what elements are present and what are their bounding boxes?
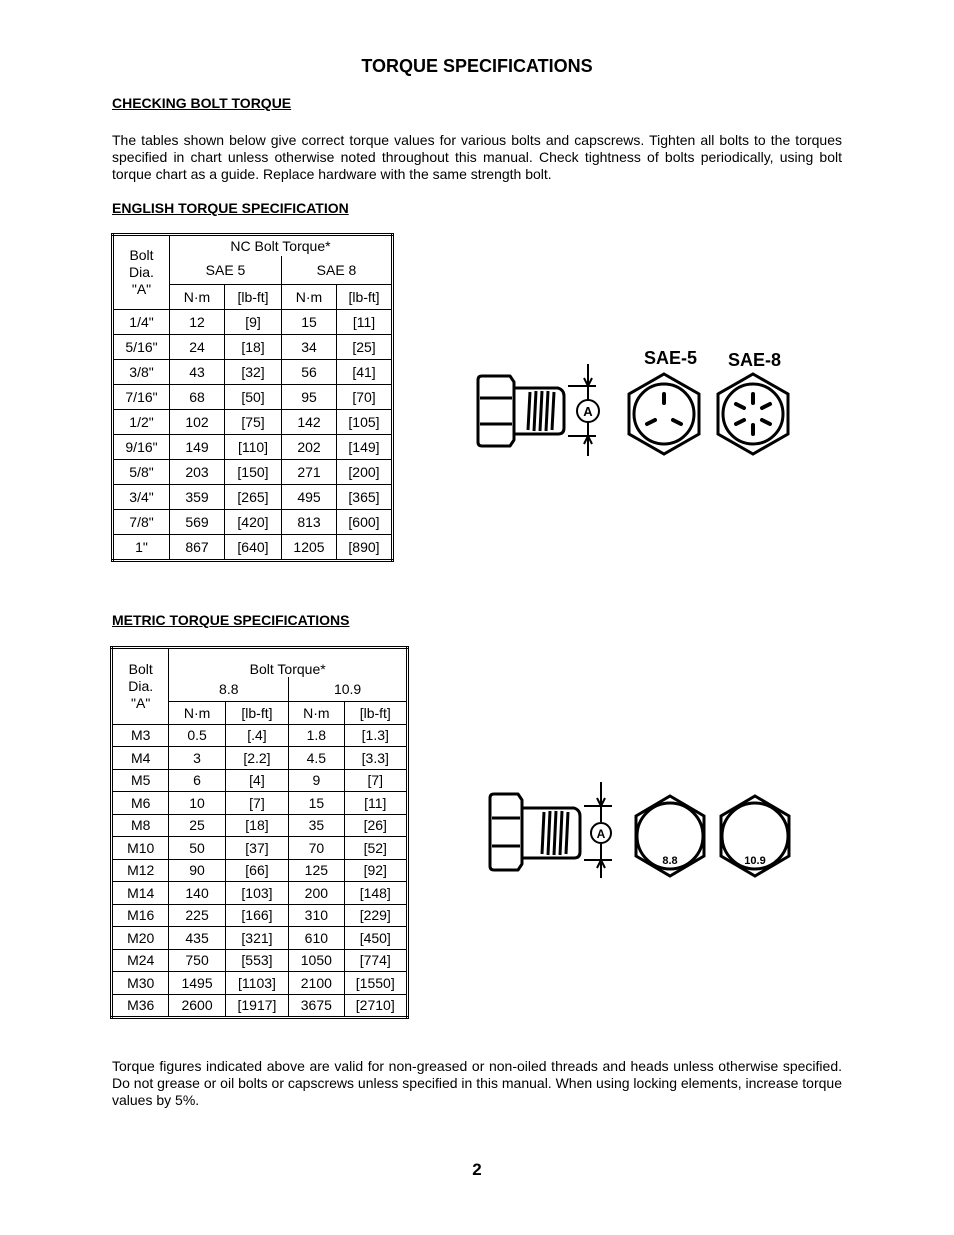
table-cell: [32]: [225, 360, 282, 385]
table-cell: 3675: [289, 994, 344, 1018]
grade-header: SAE 8: [282, 256, 393, 285]
table-row: [113, 360, 393, 385]
table-cell: 9/16": [113, 435, 170, 460]
table-row: [112, 792, 408, 815]
table-cell: 140: [169, 882, 225, 905]
table-cell: 1050: [289, 949, 344, 972]
table-cell: M24: [112, 949, 169, 972]
table-cell: [420]: [225, 510, 282, 535]
sae8-hex-head: [718, 374, 788, 454]
grade-8-8-label: 8.8: [662, 855, 678, 867]
table-cell: [229]: [344, 904, 407, 927]
table-row: [112, 814, 408, 837]
table-cell: 495: [282, 485, 337, 510]
table-cell: [1917]: [225, 994, 288, 1018]
table-row: [112, 949, 408, 972]
table-cell: [18]: [225, 814, 288, 837]
table-cell: 203: [170, 460, 225, 485]
table-cell: 5/8": [113, 460, 170, 485]
unit-header: N·m: [289, 702, 344, 725]
table-cell: [9]: [225, 310, 282, 335]
table-cell: [2710]: [344, 994, 407, 1018]
table-cell: [50]: [225, 385, 282, 410]
table-cell: 1/2": [113, 410, 170, 435]
grade-header: SAE 5: [170, 256, 282, 285]
table-cell: 2600: [169, 994, 225, 1018]
table-row: [113, 485, 393, 510]
table-cell: 1/4": [113, 310, 170, 335]
table-cell: 50: [169, 837, 225, 860]
metric-heading: METRIC TORQUE SPECIFICATIONS: [112, 612, 350, 628]
table-cell: 34: [282, 335, 337, 360]
grade-header: 8.8: [169, 677, 289, 702]
table-cell: 43: [170, 360, 225, 385]
table-cell: 70: [289, 837, 344, 860]
table-row: [113, 460, 393, 485]
table-cell: M20: [112, 927, 169, 950]
table-row: [112, 724, 408, 747]
table-cell: 125: [289, 859, 344, 882]
checking-heading: CHECKING BOLT TORQUE: [112, 95, 292, 111]
table-cell: 867: [170, 535, 225, 561]
table-cell: M8: [112, 814, 169, 837]
sae5-hex-head: [629, 374, 699, 454]
table-cell: 15: [289, 792, 344, 815]
table-cell: 1.8: [289, 724, 344, 747]
table-cell: [265]: [225, 485, 282, 510]
table-cell: M5: [112, 769, 169, 792]
table-cell: 200: [289, 882, 344, 905]
table-cell: [66]: [225, 859, 288, 882]
table-cell: [1550]: [344, 972, 407, 995]
table-cell: [553]: [225, 949, 288, 972]
table-cell: 610: [289, 927, 344, 950]
table-cell: 310: [289, 904, 344, 927]
table-cell: 4.5: [289, 747, 344, 770]
table-cell: [2.2]: [225, 747, 288, 770]
table-cell: M16: [112, 904, 169, 927]
grade-header: 10.9: [289, 677, 408, 702]
table-cell: [92]: [344, 859, 407, 882]
table-cell: [321]: [225, 927, 288, 950]
page-title: TORQUE SPECIFICATIONS: [361, 56, 593, 76]
table-row: [113, 535, 393, 561]
table-cell: M14: [112, 882, 169, 905]
table-cell: 5/16": [113, 335, 170, 360]
diameter-label: A: [596, 827, 606, 841]
table-cell: [148]: [344, 882, 407, 905]
table-row: [112, 882, 408, 905]
table-cell: 813: [282, 510, 337, 535]
table-cell: 1205: [282, 535, 337, 561]
table-cell: 7/16": [113, 385, 170, 410]
table-cell: M10: [112, 837, 169, 860]
table-cell: 90: [169, 859, 225, 882]
table-cell: [11]: [337, 310, 393, 335]
table-row: [112, 994, 408, 1018]
table-cell: [600]: [337, 510, 393, 535]
bolt-dia-header: Bolt Dia. "A": [113, 235, 170, 310]
table-cell: 24: [170, 335, 225, 360]
table-cell: 15: [282, 310, 337, 335]
intro-paragraph: The tables shown below give correct torque values for various bolts and capscrews. Tighten all bolts to the torques specified in chart unless otherwise noted throughout this manual. Check tightness of bolts periodically, using bolt torque chart as a guide. Replace hardware with the same strength bolt.: [112, 132, 842, 182]
unit-header: N·m: [169, 702, 225, 725]
table-cell: [.4]: [225, 724, 288, 747]
table-row: [113, 385, 393, 410]
table-cell: [7]: [344, 769, 407, 792]
table-cell: [1103]: [225, 972, 288, 995]
bolt-head-side: [478, 376, 514, 446]
table-cell: [3.3]: [344, 747, 407, 770]
table-cell: [26]: [344, 814, 407, 837]
table-cell: [18]: [225, 335, 282, 360]
table-cell: 3/4": [113, 485, 170, 510]
group-header: Bolt Torque*: [169, 648, 408, 678]
table-row: [113, 335, 393, 360]
table-cell: 10: [169, 792, 225, 815]
table-cell: 3/8": [113, 360, 170, 385]
table-row: [113, 435, 393, 460]
bolt-dia-header: Bolt Dia. "A": [112, 648, 169, 725]
group-header: NC Bolt Torque*: [170, 235, 393, 257]
table-cell: [105]: [337, 410, 393, 435]
table-cell: 0.5: [169, 724, 225, 747]
table-cell: [166]: [225, 904, 288, 927]
table-row: [112, 837, 408, 860]
table-row: [112, 747, 408, 770]
table-cell: 7/8": [113, 510, 170, 535]
table-cell: [52]: [344, 837, 407, 860]
table-cell: 95: [282, 385, 337, 410]
table-row: [112, 769, 408, 792]
table-cell: [450]: [344, 927, 407, 950]
table-cell: 25: [169, 814, 225, 837]
table-cell: 2100: [289, 972, 344, 995]
table-cell: 1": [113, 535, 170, 561]
metric-bolt-figure: [488, 780, 800, 880]
table-row: [113, 410, 393, 435]
table-cell: 35: [289, 814, 344, 837]
table-cell: [774]: [344, 949, 407, 972]
table-cell: M4: [112, 747, 169, 770]
unit-header: N·m: [170, 285, 225, 310]
table-cell: 202: [282, 435, 337, 460]
table-cell: 102: [170, 410, 225, 435]
english-torque-table: [111, 233, 394, 562]
table-row: [113, 510, 393, 535]
table-cell: 68: [170, 385, 225, 410]
table-row: [112, 859, 408, 882]
sae-bolt-figure: [474, 338, 794, 463]
table-row: [113, 310, 393, 335]
page-number: 2: [472, 1160, 482, 1179]
table-cell: 569: [170, 510, 225, 535]
table-cell: M30: [112, 972, 169, 995]
unit-header: [lb-ft]: [225, 702, 288, 725]
table-cell: [200]: [337, 460, 393, 485]
table-cell: [890]: [337, 535, 393, 561]
table-cell: 225: [169, 904, 225, 927]
unit-header: [lb-ft]: [225, 285, 282, 310]
table-cell: [150]: [225, 460, 282, 485]
table-cell: [75]: [225, 410, 282, 435]
table-cell: [41]: [337, 360, 393, 385]
table-cell: [70]: [337, 385, 393, 410]
bolt-head-side: [490, 794, 522, 870]
table-cell: 56: [282, 360, 337, 385]
unit-header: [lb-ft]: [344, 702, 407, 725]
table-cell: 750: [169, 949, 225, 972]
table-cell: M12: [112, 859, 169, 882]
table-cell: 9: [289, 769, 344, 792]
table-cell: [4]: [225, 769, 288, 792]
torque-note: Torque figures indicated above are valid for non-greased or non-oiled threads and heads unless otherwise specified. Do not grease or oil bolts or capscrews unless specified in this manual. When using locking elements, increase torque values by 5%.: [112, 1058, 842, 1108]
table-cell: [7]: [225, 792, 288, 815]
table-cell: 142: [282, 410, 337, 435]
table-cell: [149]: [337, 435, 393, 460]
table-cell: [25]: [337, 335, 393, 360]
unit-header: [lb-ft]: [337, 285, 393, 310]
table-cell: 3: [169, 747, 225, 770]
table-row: [112, 927, 408, 950]
grade-10-9-label: 10.9: [744, 855, 766, 867]
table-cell: M36: [112, 994, 169, 1018]
table-cell: 1495: [169, 972, 225, 995]
diameter-label: A: [583, 404, 593, 419]
table-cell: [365]: [337, 485, 393, 510]
table-cell: [1.3]: [344, 724, 407, 747]
table-cell: [640]: [225, 535, 282, 561]
table-cell: 435: [169, 927, 225, 950]
sae8-label: SAE-8: [728, 350, 782, 370]
table-cell: 6: [169, 769, 225, 792]
english-heading: ENGLISH TORQUE SPECIFICATION: [112, 200, 349, 216]
table-cell: [110]: [225, 435, 282, 460]
table-cell: M6: [112, 792, 169, 815]
metric-torque-table: [110, 646, 409, 1019]
table-cell: [103]: [225, 882, 288, 905]
sae5-label: SAE-5: [644, 348, 698, 368]
table-cell: 271: [282, 460, 337, 485]
table-row: [112, 972, 408, 995]
unit-header: N·m: [282, 285, 337, 310]
table-cell: [37]: [225, 837, 288, 860]
table-cell: 149: [170, 435, 225, 460]
table-cell: 12: [170, 310, 225, 335]
table-row: [112, 904, 408, 927]
table-cell: [11]: [344, 792, 407, 815]
table-cell: 359: [170, 485, 225, 510]
table-cell: M3: [112, 724, 169, 747]
